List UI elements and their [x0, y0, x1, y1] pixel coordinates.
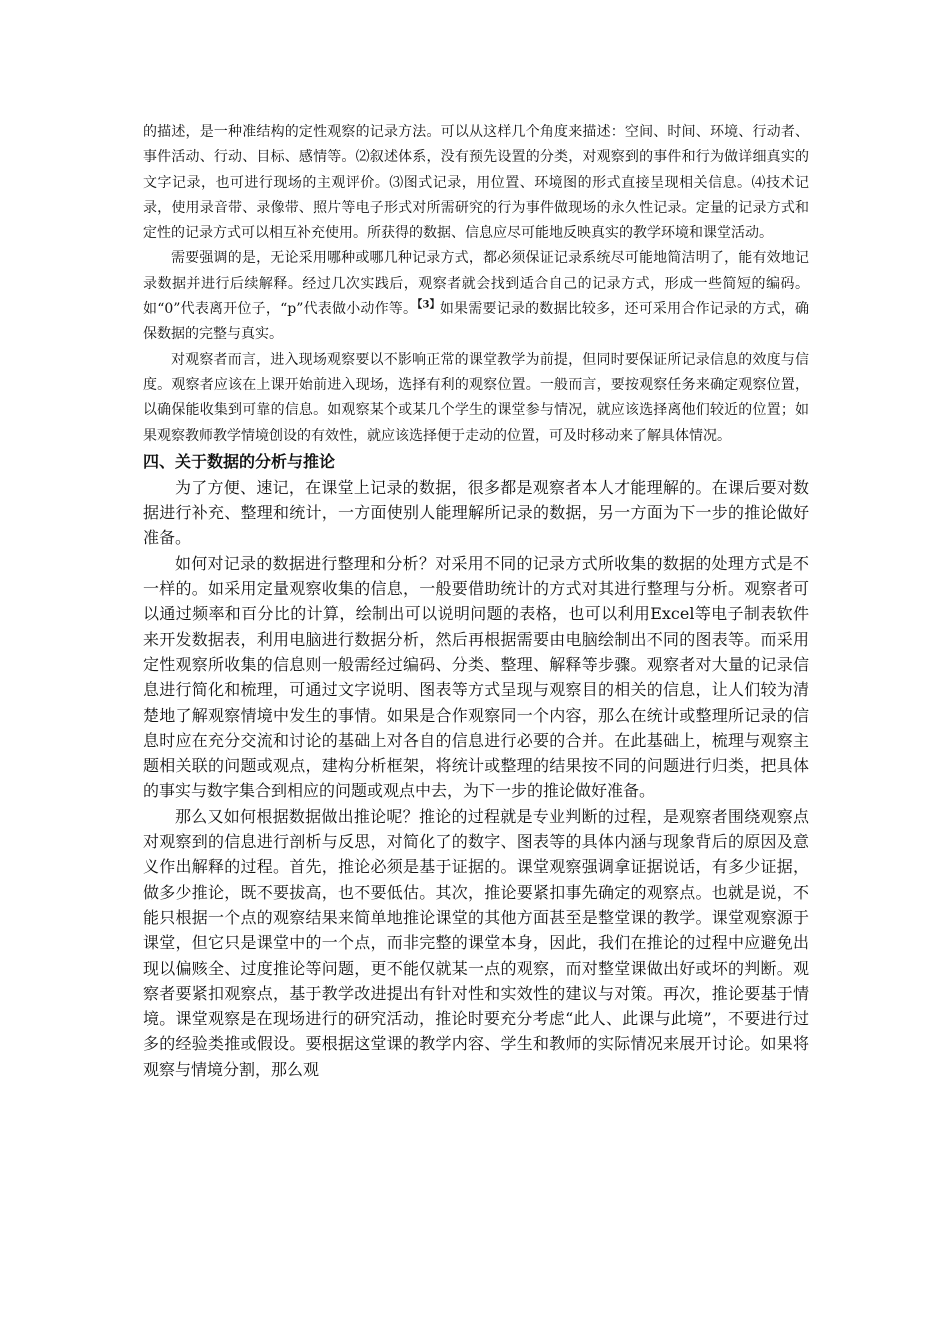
document-page: [143, 120, 809, 1082]
paragraph-data-supplement: 为了方便、速记，在课堂上记录的数据，很多都是观察者本人才能理解的。在课后要对数据进行补充、整理和统计，一方面使别人能理解所记录的数据，另一方面为下一步的推论做好准备。: [143, 477, 809, 548]
paragraph-data-analysis: 如何对记录的数据进行整理和分析？对采用不同的记录方式所收集的数据的处理方式是不一样的。如采用定量观察收集的信息，一般要借助统计的方式对其进行整理与分析。观察者可以通过频率和百分比的计算，绘制出可以说明问题的表格，也可以利用Excel等电子制表软件来开发数据表，利用电脑进行数据分析，然后再根据需要由电脑绘制出不同的图表等。而采用定性观察所收集的信息则一般需经过编码、分类、整理、解释等步骤。观察者对大量的记录信息进行简化和梳理，可通过文字说明、图表等方式呈现与观察目的相关的信息，让人们较为清楚地了解观察情境中发生的事情。如果是合作观察同一个内容，那么在统计或整理所记录的信息时应在充分交流和讨论的基础上对各自的信息进行必要的合并。在此基础上，梳理与观察主题相关联的问题或观点，建构分析框架，将统计或整理的结果按不同的问题进行归类，把具体的事实与数字集合到相应的问题或观点中去，为下一步的推论做好准备。: [143, 553, 809, 801]
section-heading: 四、关于数据的分析与推论: [143, 451, 336, 471]
paragraph-record-system: [143, 246, 809, 347]
paragraph-inference: 那么又如何根据数据做出推论呢？推论的过程就是专业判断的过程，是观察者围绕观察点对观察到的信息进行剖析与反思，对简化了的数字、图表等的具体内涵与现象背后的原因及意义作出解释的过程。首先，推论必须是基于证据的。课堂观察强调拿证据说话，有多少证据，做多少推论，既不要拔高，也不要低估。其次，推论要紧扣事先确定的观察点。也就是说，不能只根据一个点的观察结果来简单地推论课堂的其他方面甚至是整堂课的教学。课堂观察源于课堂，但它只是课堂中的一个点，而非完整的课堂本身，因此，我们在推论的过程中应避免出现以偏赅全、过度推论等问题，更不能仅就某一点的观察，而对整堂课做出好或坏的判断。观察者要紧扣观察点，基于教学改进提出有针对性和实效性的建议与对策。再次，推论要基于情境。课堂观察是在现场进行的研究活动，推论时要充分考虑“此人、此课与此境”，不要进行过多的经验类推或假设。要根据这堂课的教学内容、学生和教师的实际情况来展开讨论。如果将观察与情境分割，那么观: [143, 806, 809, 1079]
paragraph-observer-position: 对观察者而言，进入现场观察要以不影响正常的课堂教学为前提，但同时要保证所记录信息的效度与信度。观察者应该在上课开始前进入现场，选择有利的观察位置。一般而言，要按观察任务来确定观察位置，以确保能收集到可靠的信息。如观察某个或某几个学生的课堂参与情况，就应该选择离他们较近的位置；如果观察教师教学情境创设的有效性，就应该选择便于走动的位置，可及时移动来了解具体情况。: [143, 351, 809, 444]
paragraph-record-system-text: 需要强调的是，无论采用哪种或哪几种记录方式，都必须保证记录系统尽可能地简洁明了，能有效地记录数据并进行后续解释。经过几次实践后，观察者就会找到适合自己的记录方式，形成一些简短的编码。如“0”代表离开位子，“p”代表做小动作等。: [143, 250, 809, 318]
paragraph-record-methods: 的描述，是一种准结构的定性观察的记录方法。可以从这样几个角度来描述：空间、时间、环境、行动者、事件活动、行动、目标、感情等。⑵叙述体系，没有预先设置的分类，对观察到的事件和行为做详细真实的文字记录，也可进行现场的主观评价。⑶图式记录，用位置、环境图的形式直接呈现相关信息。⑷技术记录，使用录音带、录像带、照片等电子形式对所需研究的行为事件做现场的永久性记录。定量的记录方式和定性的记录方式可以相互补充使用。所获得的数据、信息应尽可能地反映真实的教学环境和课堂活动。: [143, 124, 809, 242]
paragraph-record-system-text-cont: 如果需要记录的数据比较多，还可采用合作记录的方式，确保数据的完整与真实。: [143, 301, 810, 343]
reference-marker: 【3】: [417, 299, 440, 311]
